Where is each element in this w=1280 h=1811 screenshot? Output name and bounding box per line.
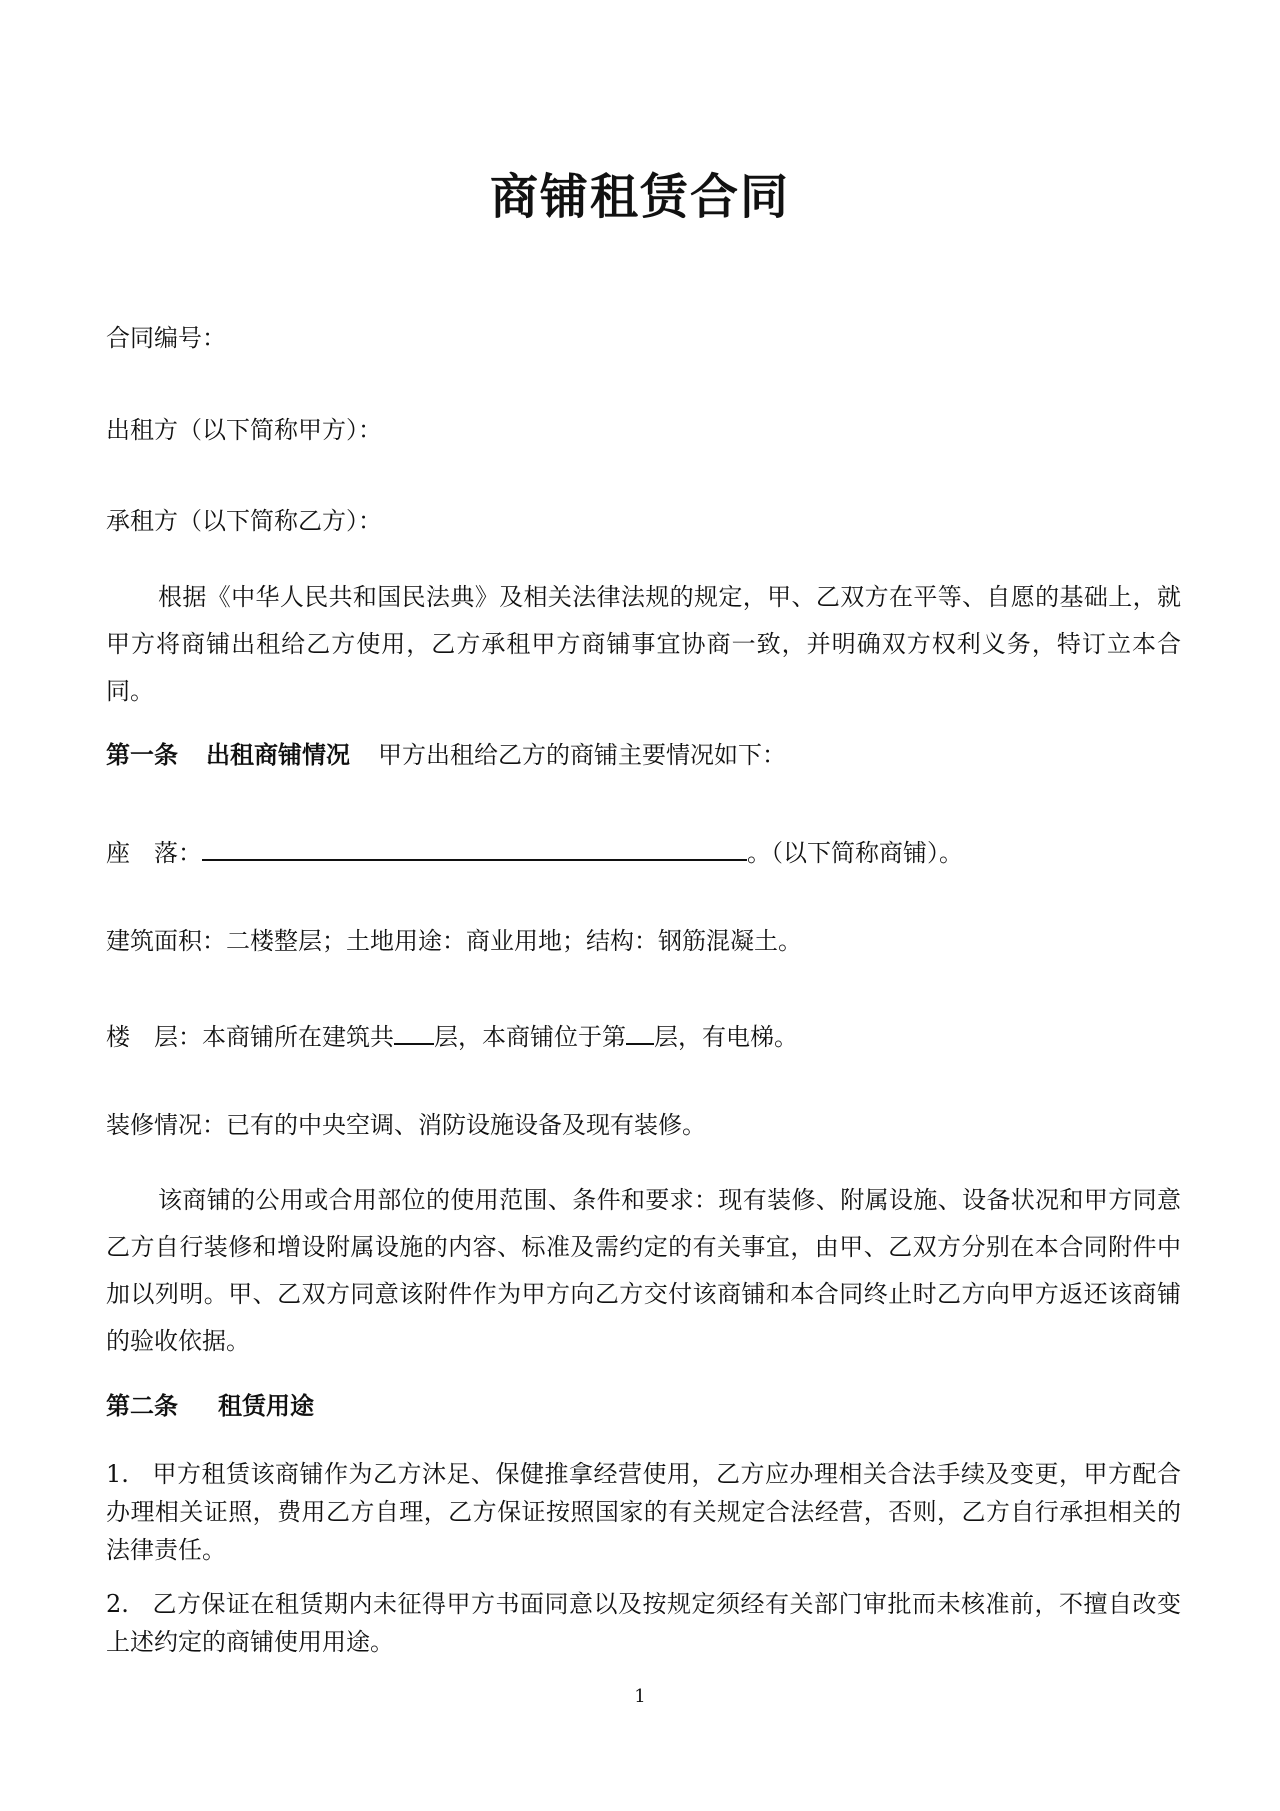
floor-number-blank — [626, 1017, 654, 1045]
lessor-label: 出租方（以下简称甲方）： — [106, 416, 382, 444]
article-2-item-1 — [106, 1455, 1181, 1569]
page-number: 1 — [634, 1686, 646, 1707]
location-suffix: 。（以下简称商铺）。 — [747, 839, 963, 867]
floor-text-b: 层，本商铺位于第 — [434, 1023, 626, 1051]
floor-text-c: 层，有电梯。 — [654, 1023, 798, 1051]
floor-line — [106, 1017, 798, 1053]
article-1-heading — [106, 739, 786, 771]
lessee-label: 承租方（以下简称乙方）： — [106, 507, 382, 535]
decoration-line: 装修情况：已有的中央空调、消防设施设备及现有装修。 — [106, 1111, 706, 1139]
floor-text-a: 楼 层：本商铺所在建筑共 — [106, 1023, 394, 1051]
article-1-intro: 甲方出租给乙方的商铺主要情况如下： — [378, 741, 786, 769]
article-2-number: 第二条 — [106, 1391, 178, 1420]
article-2-heading — [106, 1390, 314, 1422]
document-title: 商铺租赁合同 — [489, 169, 790, 225]
article-1-number: 第一条 — [106, 740, 178, 769]
article-1-title: 出租商铺情况 — [206, 740, 350, 769]
scope-paragraph: 该商铺的公用或合用部位的使用范围、条件和要求：现有装修、附属设施、设备状况和甲方同意乙方自行装修和增设附属设施的内容、标准及需约定的有关事宜，由甲、乙双方分别在本合同附件中加以列明。甲、乙双方同意该附件作为甲方向乙方交付该商铺和本合同终止时乙方向甲方返还该商铺的验收依据。 — [106, 1186, 1181, 1355]
article-2-item-2 — [106, 1585, 1181, 1661]
item-text: 乙方保证在租赁期内未征得甲方书面同意以及按规定须经有关部门审批而未核准前，不擅自改变上述约定的商铺使用用途。 — [106, 1590, 1181, 1656]
area-line: 建筑面积：二楼整层；土地用途：商业用地；结构：钢筋混凝土。 — [106, 927, 802, 955]
location-line — [106, 833, 963, 869]
item-number: 2. — [106, 1590, 129, 1618]
total-floors-blank — [394, 1017, 434, 1045]
intro-paragraph: 根据《中华人民共和国民法典》及相关法律法规的规定，甲、乙双方在平等、自愿的基础上，就甲方将商铺出租给乙方使用，乙方承租甲方商铺事宜协商一致，并明确双方权利义务，特订立本合同。 — [106, 583, 1181, 705]
article-2-title: 租赁用途 — [218, 1391, 314, 1420]
location-label: 座 落： — [106, 839, 202, 867]
contract-number-label: 合同编号： — [106, 324, 226, 352]
item-text: 甲方租赁该商铺作为乙方沐足、保健推拿经营使用，乙方应办理相关合法手续及变更，甲方配合办理相关证照，费用乙方自理，乙方保证按照国家的有关规定合法经营，否则，乙方自行承担相关的法律责任。 — [106, 1460, 1181, 1564]
item-number: 1. — [106, 1460, 129, 1488]
location-blank — [202, 833, 747, 861]
